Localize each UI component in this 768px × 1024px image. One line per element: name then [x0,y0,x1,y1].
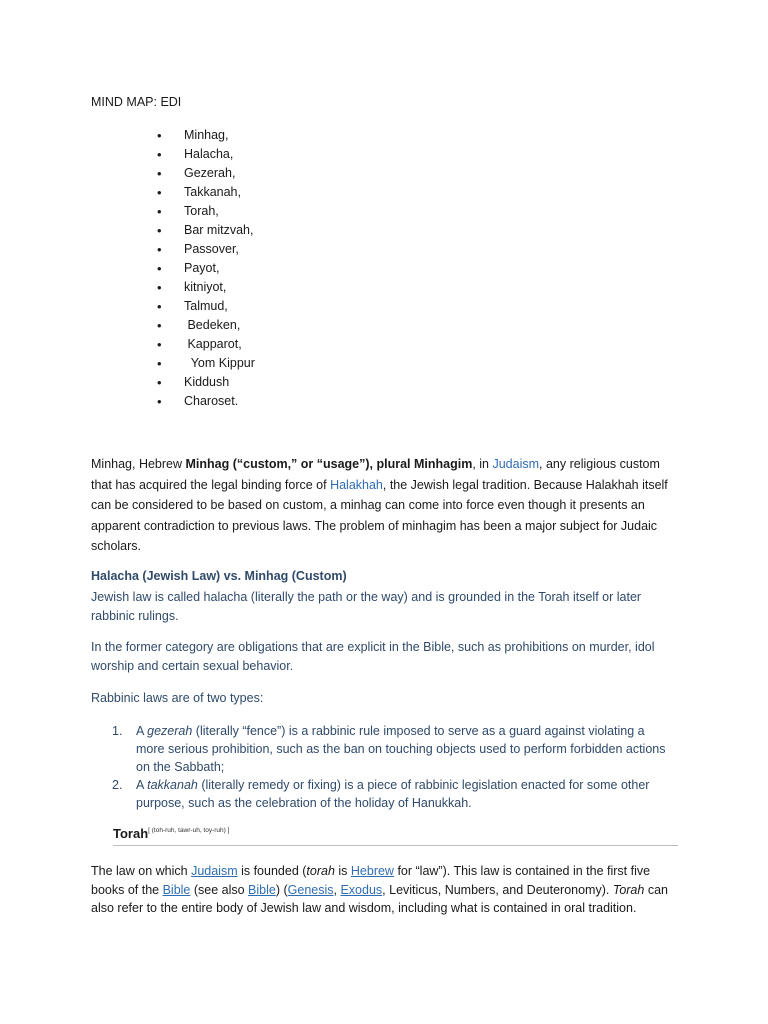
paragraph-line: The law on which Judaism is founded (torah is Hebrew for “law”). This law is contained in the first five [91,864,651,878]
paragraph-line: Minhag, Hebrew Minhag (“custom,” or “usage”), plural Minhagim, in Judaism, any religious custom [91,457,660,471]
list-item: 2. A takkanah (literally remedy or fixing) is a piece of rabbinic legislation enacted for some other purpose, such as the celebration of the holiday of Hanukkah. [112,778,650,810]
bullet-icon: • [157,280,162,295]
list-item: • Talmud, [157,299,228,314]
halacha-paragraph [91,588,711,625]
torah-heading: Torah[ (toh-ruh, tawr-uh, toy-ruh) ] [113,826,230,841]
list-item: • Kapparot, [157,337,242,352]
list-item: • Bar mitzvah, [157,223,254,238]
bullet-icon: • [157,375,162,390]
bullet-icon: • [157,299,162,314]
bible-see-also-link[interactable]: Bible [248,882,276,897]
bullet-icon: • [157,223,162,238]
paragraph-line: worship and certain sexual behavior. [91,658,294,673]
bullet-icon: • [157,166,162,181]
halakhah-link[interactable]: Halakhah [330,477,383,492]
list-item: • Takkanah, [157,185,241,200]
list-item: • Halacha, [157,147,234,162]
paragraph-line: apparent contradiction to previous laws. The problem of minhagim has been a major subject for Judaic [91,518,658,533]
list-item: • Kiddush [157,375,230,390]
judaism-link[interactable]: Judaism [191,864,238,878]
former-category-paragraph [91,638,711,675]
bullet-icon: • [157,318,162,333]
bullet-icon: • [157,394,162,409]
paragraph-line: Jewish law is called halacha (literally the path or the way) and is grounded in the Torah itself or later [91,590,642,604]
paragraph-line: scholars. [91,539,142,553]
bible-link[interactable]: Bible [162,882,191,897]
bullet-icon: • [157,147,162,162]
paragraph-line: can be considered to be based on custom, a minhag can come into force even though it presents an [91,498,645,512]
halacha-heading: Halacha (Jewish Law) vs. Minhag (Custom) [91,569,347,583]
bullet-icon: • [157,185,162,200]
list-item: • Yom Kippur [157,356,255,371]
list-item: • Torah, [157,204,219,219]
rabbinic-laws-intro: Rabbinic laws are of two types: [91,691,264,705]
paragraph-line: books of the Bible (see also Bible) (Genesis, Exodus, Leviticus, Numbers, and Deuteronomy). Torah can [91,882,668,897]
paragraph-line: rabbinic rulings. [91,608,179,623]
bullet-icon: • [157,261,162,276]
list-item: • Passover, [157,242,239,257]
list-item: • Payot, [157,261,220,276]
list-item: • kitniyot, [157,280,227,295]
hebrew-link[interactable]: Hebrew [350,864,394,878]
judaism-link[interactable]: Judaism [492,457,540,471]
genesis-link[interactable]: Genesis [287,882,334,897]
bullet-icon: • [157,128,162,143]
list-item: • Charoset. [157,394,239,409]
list-item: • Gezerah, [157,166,236,181]
rabbinic-law-types-list [112,722,665,812]
list-item: • Bedeken, [157,318,241,333]
page-title: MIND MAP: EDI [91,95,182,109]
bullet-icon: • [157,356,162,371]
torah-paragraph [91,862,731,918]
minhag-paragraph [91,454,711,557]
section-divider [113,845,678,846]
exodus-link[interactable]: Exodus [340,882,383,897]
paragraph-line: In the former category are obligations that are explicit in the Bible, such as prohibitions on murder, idol [91,640,655,654]
bullet-icon: • [157,337,162,352]
list-item: • Minhag, [157,128,229,143]
topic-bullet-list [157,127,255,412]
paragraph-line: also refer to the entire body of Jewish law and wisdom, including what is contained in oral tradition. [91,901,637,915]
torah-pronunciation: [ (toh-ruh, tawr-uh, toy-ruh) ] [148,827,230,834]
bullet-icon: • [157,242,162,257]
paragraph-line: that has acquired the legal binding force of Halakhah, the Jewish legal tradition. Because Halakhah itself [91,477,668,492]
bullet-icon: • [157,204,162,219]
list-item: 1. A gezerah (literally “fence”) is a rabbinic rule imposed to serve as a guard against violating a more serious prohibition, such as the ban on touching objects used to perform forbidden actions on the Sabbath; [112,724,666,774]
